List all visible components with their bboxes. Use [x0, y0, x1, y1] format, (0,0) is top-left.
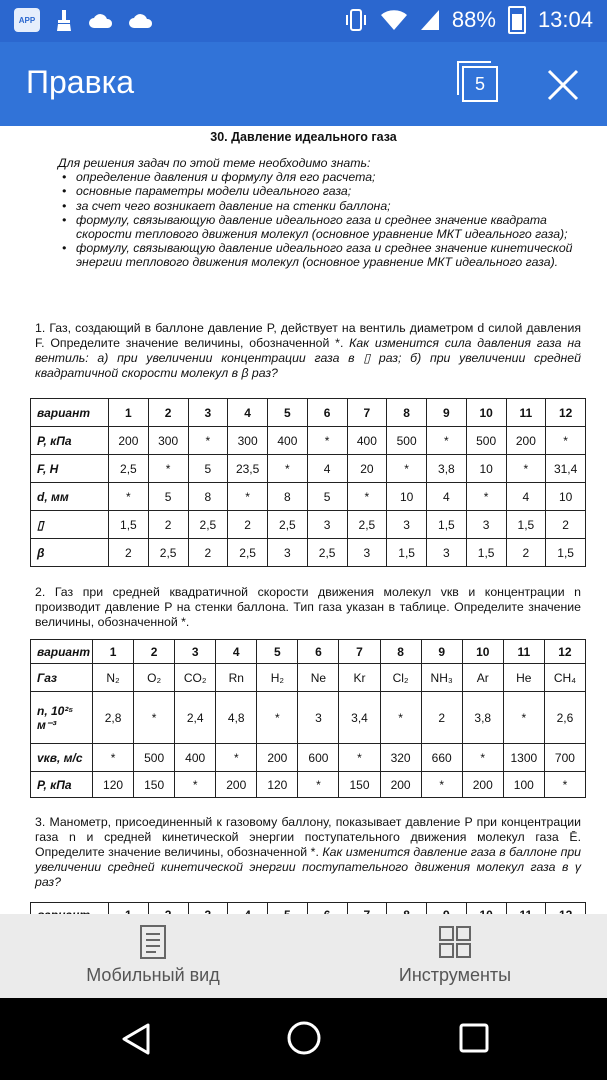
table-cell: * [298, 772, 339, 798]
table-cell: 2,4 [175, 692, 216, 744]
table-cell: 320 [380, 744, 421, 772]
document-icon [136, 924, 170, 960]
table-row [31, 455, 586, 483]
table-cell: 3,4 [339, 692, 380, 744]
table-cell: 1,5 [546, 539, 586, 567]
table-cell: 1,5 [506, 511, 546, 539]
intro-item: • формулу, связывающую давление идеального газа и среднее значение квадрата скорости теплового движения молекул (основное уравнение МКТ идеального газа); [76, 213, 582, 241]
table-row-label: ▯ [31, 511, 109, 539]
table-cell: 2,5 [148, 539, 188, 567]
table-header-row [31, 399, 586, 427]
recents-icon[interactable] [458, 1022, 490, 1054]
table-cell: 2,5 [188, 511, 228, 539]
table-cell: 8 [188, 483, 228, 511]
tools-button[interactable] [393, 924, 517, 986]
table-1 [30, 398, 586, 567]
table-cell: 1,5 [109, 511, 149, 539]
table-header-cell: 8 [387, 399, 427, 427]
table-cell: 700 [544, 744, 585, 772]
table-row [31, 539, 586, 567]
table-cell: 4 [506, 483, 546, 511]
cloud-icon [88, 11, 114, 29]
table-cell: 4,8 [216, 692, 257, 744]
table-row-label: P, кПа [31, 772, 93, 798]
page-count-button[interactable]: 5 [462, 66, 498, 102]
table-cell: 2 [228, 511, 268, 539]
document-view[interactable] [0, 126, 607, 914]
table-cell: 2 [506, 539, 546, 567]
table-cell: 10 [387, 483, 427, 511]
table-row-label: F, Н [31, 455, 109, 483]
table-cell: * [462, 744, 503, 772]
table-cell: * [421, 772, 462, 798]
vibrate-icon [344, 8, 368, 32]
table-cell: 200 [216, 772, 257, 798]
problem-2: 2. Газ при средней квадратичной скорости движения молекул vкв и концентрации n производит давление P на стенки баллона. Тип газа указан в таблице. Определите значение величины, обозначенной *. [35, 585, 581, 629]
table-cell: 31,4 [546, 455, 586, 483]
table-row [31, 692, 586, 744]
table-cell: 3 [298, 692, 339, 744]
table-cell: Rn [216, 664, 257, 692]
table-cell: * [109, 483, 149, 511]
table-cell: * [339, 744, 380, 772]
table-cell: H₂ [257, 664, 298, 692]
table-row-label: d, мм [31, 483, 109, 511]
table-cell: 2 [109, 539, 149, 567]
table-cell: 3 [268, 539, 308, 567]
table-cell: * [506, 455, 546, 483]
signal-icon [420, 9, 440, 31]
problem-1-question: Как изменится сила давления газа на вентиль: а) при увеличении концентрации газа в ▯ раз; б) при увеличении средней квадратичной скорости молекул в β раз? [35, 336, 581, 380]
table-cell: Cl₂ [380, 664, 421, 692]
table-header-cell: 4 [216, 640, 257, 664]
table-cell: 200 [109, 427, 149, 455]
table-cell: 23,5 [228, 455, 268, 483]
document-heading: 30. Давление идеального газа [210, 130, 397, 144]
table-header-cell: 8 [380, 640, 421, 664]
problem-3 [35, 815, 581, 890]
table-cell: * [93, 744, 134, 772]
table-cell: 2 [546, 511, 586, 539]
table-cell: 1,5 [466, 539, 506, 567]
table-cell: 2,5 [268, 511, 308, 539]
table-cell: 200 [257, 744, 298, 772]
table-cell: 4 [307, 455, 347, 483]
table-cell: 3 [427, 539, 467, 567]
table-cell: 2,5 [228, 539, 268, 567]
table-cell: 600 [298, 744, 339, 772]
problem-1-text: 1. Газ, создающий в баллоне давление P, действует на вентиль диаметром d силой давления F. Определите значение величины, обозначенной *. [35, 321, 581, 350]
table-cell: * [148, 455, 188, 483]
table-header-cell: 6 [298, 640, 339, 664]
cloud-icon [128, 11, 154, 29]
table-header-cell: вариант [31, 399, 109, 427]
wifi-icon [380, 9, 408, 31]
table-row-label: vкв, м/с [31, 744, 93, 772]
intro-item: • формулу, связывающую давление идеального газа и среднее значение кинетической энергии теплового движения молекул (основное уравнение МКТ идеального газа). [76, 241, 582, 269]
table-cell: 500 [387, 427, 427, 455]
mobile-view-label: Мобильный вид [86, 965, 220, 985]
table-cell: * [307, 427, 347, 455]
table-header-cell: вариант [31, 640, 93, 664]
clock: 13:04 [537, 7, 593, 32]
table-cell: 1,5 [427, 511, 467, 539]
mobile-view-button[interactable] [80, 924, 226, 986]
status-bar [0, 0, 607, 42]
table-cell: 200 [506, 427, 546, 455]
table-header-cell: 2 [148, 399, 188, 427]
intro-block [58, 156, 582, 270]
table-cell: * [387, 455, 427, 483]
table-row [31, 511, 586, 539]
table-cell: O₂ [134, 664, 175, 692]
table-cell: 1300 [503, 744, 544, 772]
table-cell: 2,6 [544, 692, 585, 744]
table-cell: 10 [546, 483, 586, 511]
table-header-cell: 1 [109, 399, 149, 427]
table-cell: 5 [148, 483, 188, 511]
table-cell: 2,8 [93, 692, 134, 744]
table-cell: * [216, 744, 257, 772]
table-cell: * [268, 455, 308, 483]
table-header-cell: 10 [466, 399, 506, 427]
table-header-row [31, 640, 586, 664]
page-title: Правка [26, 64, 135, 100]
table-cell: 5 [307, 483, 347, 511]
table-cell: 3 [347, 539, 387, 567]
table-row-label: Газ [31, 664, 93, 692]
system-nav-bar [0, 998, 607, 1080]
table-cell: 200 [462, 772, 503, 798]
table-cell: 2 [148, 511, 188, 539]
table-row [31, 664, 586, 692]
table-cell: * [427, 427, 467, 455]
table-row [31, 772, 586, 798]
table-cell: 400 [175, 744, 216, 772]
table-cell: * [134, 692, 175, 744]
table-cell: * [380, 692, 421, 744]
table-cell: 300 [228, 427, 268, 455]
table-cell: CO₂ [175, 664, 216, 692]
problem-3-text: 3. Манометр, присоединенный к газовому баллону, показывает давление P при концентрации газа n и средней кинетической энергии поступательного движения молекул газа Ē. Определите значение величины, обозначенной *. [35, 815, 581, 859]
table-row [31, 483, 586, 511]
table-cell: * [175, 772, 216, 798]
table-header-cell: 2 [134, 640, 175, 664]
table-header-cell: 9 [427, 399, 467, 427]
close-icon[interactable] [546, 68, 580, 102]
table-cell: * [546, 427, 586, 455]
table-cell: * [466, 483, 506, 511]
table-cell: Ar [462, 664, 503, 692]
table-cell: * [228, 483, 268, 511]
battery-icon [508, 6, 526, 34]
table-cell: 2,5 [307, 539, 347, 567]
table-row [31, 427, 586, 455]
table-cell: 300 [148, 427, 188, 455]
table-header-cell: 1 [93, 640, 134, 664]
table-cell: 660 [421, 744, 462, 772]
battery-percent: 88% [451, 7, 496, 32]
table-cell: CH₄ [544, 664, 585, 692]
table-cell: * [347, 483, 387, 511]
table-cell: 120 [93, 772, 134, 798]
problem-1 [35, 321, 581, 381]
table-header-cell: 9 [421, 640, 462, 664]
table-cell: 3 [387, 511, 427, 539]
problem-3-question: Как изменится давление газа в баллоне при увеличении средней кинетической энергии поступательного движения молекул газа в γ раз? [35, 845, 582, 889]
table-cell: 120 [257, 772, 298, 798]
table-cell: 500 [466, 427, 506, 455]
table-cell: 150 [134, 772, 175, 798]
grid-icon [437, 924, 473, 960]
table-header-cell: 11 [503, 640, 544, 664]
table-header-cell: 3 [175, 640, 216, 664]
table-cell: 2,5 [109, 455, 149, 483]
table-header-cell: 5 [257, 640, 298, 664]
table-cell: 400 [268, 427, 308, 455]
table-cell: 500 [134, 744, 175, 772]
table-header-cell: 5 [268, 399, 308, 427]
table-cell: 3 [307, 511, 347, 539]
table-cell: 3,8 [427, 455, 467, 483]
table-cell: 1,5 [387, 539, 427, 567]
table-cell: * [503, 692, 544, 744]
table-header-cell: 11 [506, 399, 546, 427]
table-cell: N₂ [93, 664, 134, 692]
table-header-cell: 4 [228, 399, 268, 427]
table-cell: 3 [466, 511, 506, 539]
table-cell: 150 [339, 772, 380, 798]
table-header-cell: 12 [544, 640, 585, 664]
intro-title: Для решения задач по этой теме необходимо знать: [58, 156, 371, 170]
table-cell: NH₃ [421, 664, 462, 692]
table-2 [30, 639, 586, 798]
table-cell: 3,8 [462, 692, 503, 744]
table-cell: * [188, 427, 228, 455]
table-cell: * [257, 692, 298, 744]
bottom-toolbar [0, 914, 607, 998]
intro-item: • за счет чего возникает давление на стенки баллона; [76, 199, 582, 213]
table-cell: 10 [466, 455, 506, 483]
table-cell: * [544, 772, 585, 798]
table-header-cell: 12 [546, 399, 586, 427]
intro-item: • определение давления и формулу для его расчета; [76, 170, 582, 184]
table-cell: 2 [188, 539, 228, 567]
tools-label: Инструменты [398, 965, 512, 985]
table-cell: 5 [188, 455, 228, 483]
table-row-label: P, кПа [31, 427, 109, 455]
app-notification-icon: APP [14, 8, 40, 32]
broom-icon [54, 8, 74, 32]
table-cell: Ne [298, 664, 339, 692]
intro-item: • основные параметры модели идеального газа; [76, 184, 582, 198]
table-header-cell: 6 [307, 399, 347, 427]
app-bar [0, 42, 607, 126]
table-cell: 4 [427, 483, 467, 511]
table-row-label: n, 10²⁵ м⁻³ [31, 692, 93, 744]
table-cell: 2 [421, 692, 462, 744]
back-icon[interactable] [120, 1022, 152, 1056]
table-header-cell: 10 [462, 640, 503, 664]
home-icon[interactable] [286, 1020, 322, 1056]
table-cell: 20 [347, 455, 387, 483]
table-cell: 2,5 [347, 511, 387, 539]
table-row-label: β [31, 539, 109, 567]
table-cell: Kr [339, 664, 380, 692]
table-header-cell: 3 [188, 399, 228, 427]
table-cell: 400 [347, 427, 387, 455]
table-header-cell: 7 [347, 399, 387, 427]
table-header-cell: 7 [339, 640, 380, 664]
table-cell: 8 [268, 483, 308, 511]
table-cell: He [503, 664, 544, 692]
table-cell: 100 [503, 772, 544, 798]
table-row [31, 744, 586, 772]
table-cell: 200 [380, 772, 421, 798]
